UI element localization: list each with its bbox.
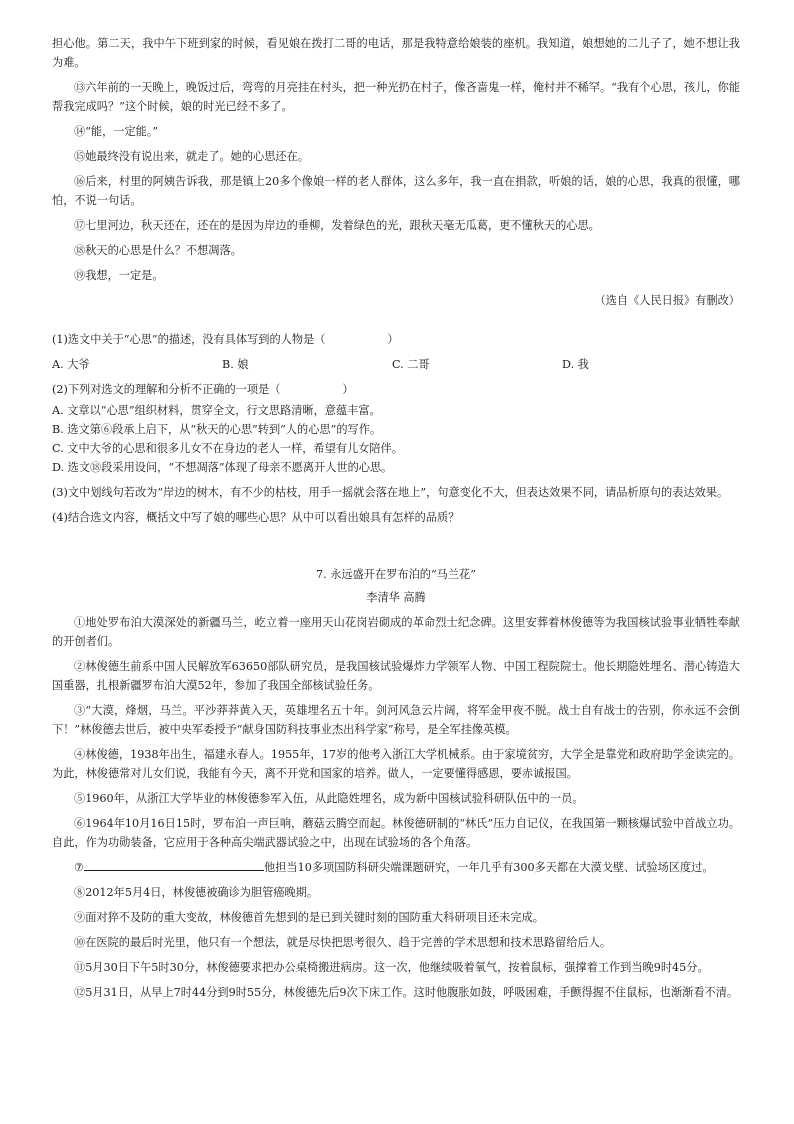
article-paragraph: ⑨面对猝不及防的重大变故，林俊德首先想到的是已到关键时刻的国防重大科研项目还未完成。 [74, 911, 544, 924]
article-paragraph: ⑫5月31日，从早上7时44分到9时55分，林俊德先后9次下床工作。这时他腹胀如鼓，呼吸困难，手颤得握不住鼠标，也渐渐看不清。 [74, 986, 739, 999]
question-3: (3)文中划线句若改为“岸边的树木，有不少的枯枝，用手一摇就会落在地上”，句意变化不大，但表达效果不同，请品析原句的表达效果。 [52, 486, 729, 499]
article-paragraph: ⑧2012年5月4日，林俊德被确诊为胆管癌晚期。 [74, 886, 319, 899]
question-2-close: ） [342, 383, 354, 396]
option-b: B. 娘 [222, 358, 249, 371]
story-paragraph: ⑭“能，一定能。” [74, 125, 159, 138]
question-1-close: ） [387, 333, 399, 346]
article-paragraph: ④林俊德，1938年出生，福建永春人。1955年，17岁的他考入浙江大学机械系。由于家境贫穷，大学全是靠党和政府助学金读完的。为此，林俊德常对儿女们说，我能有今天，离不开党和国家的培养。做人，一定要懂得感恩，要赤诚报国。 [52, 748, 740, 780]
question-1 [52, 330, 740, 349]
question-1-options [52, 355, 740, 374]
story-paragraph: ⑯后来，村里的阿姨告诉我，那是镇上20多个像娘一样的老人群体，这么多年，我一直在捐款，听娘的话，娘的心思，我真的很懂，哪怕，不说一句话。 [52, 175, 740, 207]
question-1-stem: (1)选文中关于“心思”的描述，没有具体写到的人物是（ [52, 333, 326, 346]
option-b: B. 选文第⑥段承上启下，从“秋天的心思”转到“人的心思”的写作。 [52, 423, 382, 436]
story-paragraph: ⑲我想，一定是。 [74, 269, 164, 282]
article-paragraph: ⑤1960年，从浙江大学毕业的林俊德参军入伍，从此隐姓埋名，成为新中国核试验科研队伍中的一员。 [74, 792, 584, 805]
exam-page [52, 34, 740, 1008]
article-paragraph-7 [52, 858, 740, 877]
option-c: C. 文中大爷的心思和很多儿女不在身边的老人一样，希望有儿女陪伴。 [52, 442, 403, 455]
option-a: A. 文章以“心思”组织材料，贯穿全文，行文思路清晰，意蕴丰富。 [52, 404, 381, 417]
article-paragraph: ⑪5月30日下午5时30分，林俊德要求把办公桌椅搬进病房。这一次，他继续吸着氧气，按着鼠标，强撑着工作到当晚9时45分。 [74, 961, 709, 974]
paragraph-7-text: 他担当10多项国防科研尖端课题研究，一年几乎有300多天都在大漠戈壁、试验场区度过。 [264, 861, 714, 874]
source-note: （选自《人民日报》有删改） [594, 294, 740, 307]
article-author: 李清华 高腾 [366, 591, 426, 604]
option-c: C. 二哥 [392, 358, 430, 371]
story-paragraph: ⑬六年前的一天晚上，晚饭过后，弯弯的月亮挂在村头，把一种光扔在村子，像吝啬鬼一样，俺村并不稀罕。“我有个心思，孩儿，你能帮我完成吗？”这个时候，娘的时光已经不多了。 [52, 81, 740, 113]
article-paragraph: ③“大漠，烽烟，马兰。平沙莽莽黄入天，英雄埋名五十年。剑河风急云片阔，将军金甲夜不脱。战士自有战士的告别，你永远不会倒下！”林俊德去世后，被中央军委授予“献身国防科技事业杰出科学家”称号，是全军挂像英模。 [52, 704, 740, 736]
article-title: 7. 永远盛开在罗布泊的“马兰花” [316, 568, 476, 581]
question-2 [52, 380, 740, 399]
article-paragraph: ①地处罗布泊大漠深处的新疆马兰，屹立着一座用天山花岗岩砌成的革命烈士纪念碑。这里安葬着林俊德等为我国核试验事业牺牲奉献的开创者们。 [52, 616, 740, 648]
question-2-stem: (2)下列对选文的理解和分析不正确的一项是（ [52, 383, 281, 396]
article-paragraph: ⑩在医院的最后时光里，他只有一个想法，就是尽快把思考很久、趋于完善的学术思想和技术思路留给后人。 [74, 936, 612, 949]
option-a: A. 大爷 [52, 358, 90, 371]
option-d: D. 我 [562, 358, 589, 371]
article-paragraph: ②林俊德生前系中国人民解放军63650部队研究员，是我国核试验爆炸力学领军人物、中国工程院院士。他长期隐姓埋名、潜心铸造大国重器，扎根新疆罗布泊大漠52年，参加了我国全部核试验任务。 [52, 660, 740, 692]
article-paragraph: ⑥1964年10月16日15时，罗布泊一声巨响，蘑菇云腾空而起。林俊德研制的“林氏”压力自记仪，在我国第一颗核爆试验中首战立功。自此，作为功勋装备，它应用于各种高尖端武器试验之中，出现在试验场的各个角落。 [52, 817, 740, 849]
question-4: (4)结合选文内容，概括文中写了娘的哪些心思？从中可以看出娘具有怎样的品质？ [52, 511, 460, 524]
option-d: D. 选文⑱段采用设问，“不想凋落”体现了母亲不愿离开人世的心思。 [52, 461, 393, 474]
story-paragraph: 担心他。第二天，我中午下班到家的时候，看见娘在拨打二哥的电话，那是我特意给娘装的座机。我知道，娘想她的二儿子了，她不想让我为难。 [52, 37, 740, 69]
fill-in-blank[interactable] [84, 858, 264, 871]
paragraph-7-number: ⑦ [74, 861, 85, 874]
story-paragraph: ⑰七里河边，秋天还在，还在的是因为岸边的垂柳，发着绿色的光，跟秋天毫无瓜葛，更不懂秋天的心思。 [74, 219, 600, 232]
story-paragraph: ⑱秋天的心思是什么？不想凋落。 [74, 244, 242, 257]
story-paragraph: ⑮她最终没有说出来，就走了。她的心思还在。 [74, 150, 309, 163]
